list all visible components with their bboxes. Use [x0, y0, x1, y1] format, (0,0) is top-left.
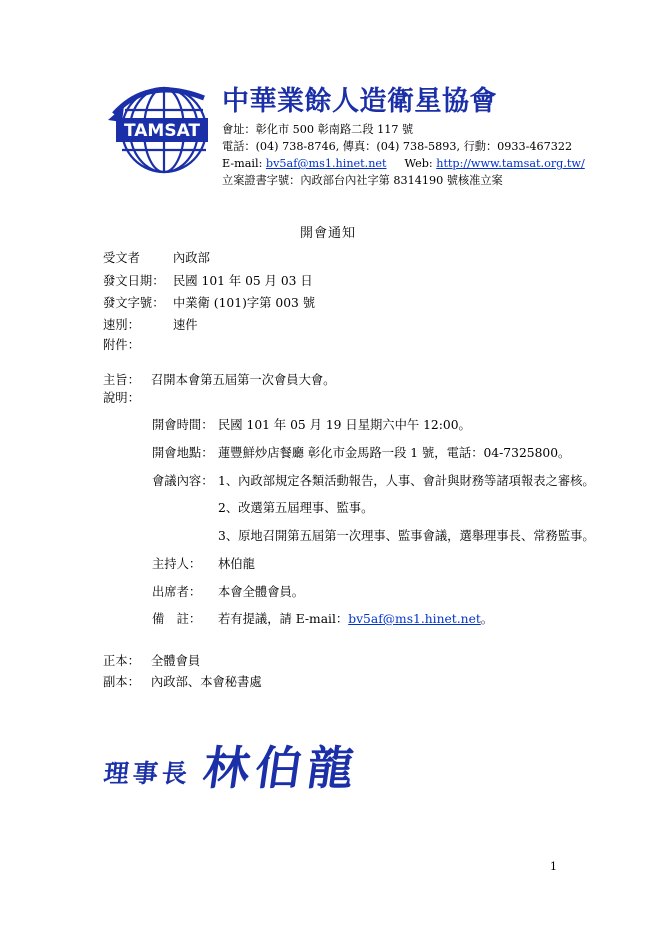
explain-row: [103, 389, 140, 407]
page-number: 1: [550, 860, 557, 873]
date-row: [103, 272, 313, 290]
host-row: [152, 555, 255, 573]
place-row: [152, 444, 570, 462]
agenda-item: 3、原地召開第五屆第一次理事、監事會議，選舉理事長、常務監事。: [218, 529, 595, 543]
copy-label: 副本：: [103, 675, 140, 689]
note-row: [152, 610, 493, 628]
email-link[interactable]: bv5af@ms1.hinet.net: [265, 157, 387, 170]
docno-value: 中業衛 (101)字第 003 號: [173, 296, 316, 310]
note-email-link[interactable]: bv5af@ms1.hinet.net: [348, 612, 481, 626]
attendees-value: 本會全體會員。: [218, 585, 305, 599]
agenda-label: 會議內容：: [152, 474, 214, 488]
note-label: 備 註：: [152, 612, 202, 626]
original-value: 全體會員: [151, 654, 201, 668]
agenda-item: 2、改選第五屆理事、監事。: [218, 501, 374, 515]
recipient-label: 受文者: [103, 251, 140, 265]
host-label: 主持人：: [152, 557, 202, 571]
web-label: Web:: [404, 157, 437, 170]
subject-row: [103, 371, 335, 389]
recipient-row: [103, 249, 210, 267]
contact-line: [222, 155, 585, 172]
address: 會址：彰化市 500 彰南路二段 117 號: [222, 123, 414, 136]
time-value: 民國 101 年 05 月 19 日星期六中午 12:00。: [218, 418, 471, 432]
attendees-label: 出席者：: [152, 585, 202, 599]
attendees-row: [152, 583, 304, 601]
original-label: 正本：: [103, 654, 140, 668]
time-row: [152, 416, 471, 434]
place-value: 蓮豐鮮炒店餐廳 彰化市金馬路一段 1 號，電話：04-7325800。: [218, 446, 571, 460]
explain-label: 說明：: [103, 391, 140, 405]
speed-value: 速件: [173, 318, 198, 332]
subject-value: 召開本會第五屆第一次會員大會。: [151, 373, 336, 387]
time-label: 開會時間：: [152, 418, 214, 432]
docno-row: [103, 294, 315, 312]
subject-label: 主旨：: [103, 373, 140, 387]
copy-row: [103, 673, 262, 691]
host-value: 林伯龍: [218, 557, 255, 571]
web-link[interactable]: http://www.tamsat.org.tw/: [436, 157, 585, 170]
date-value: 民國 101 年 05 月 03 日: [173, 274, 313, 288]
agenda-item: 1、內政部規定各類活動報告，人事、會計與財務等諸項報表之審核。: [218, 474, 595, 488]
agenda-row: [152, 472, 595, 490]
tamsat-logo: [108, 80, 216, 180]
signature-title: 理事長: [102, 759, 193, 788]
copy-value: 內政部、本會秘書處: [151, 675, 262, 689]
doc-title: 開會通知: [299, 226, 356, 241]
recipient-value: 內政部: [173, 251, 210, 265]
place-label: 開會地點：: [152, 446, 214, 460]
docno-label: 發文字號：: [103, 296, 165, 310]
org-name: 中華業餘人造衛星協會: [222, 86, 497, 117]
email-label: E-mail:: [222, 157, 266, 170]
signature-name: 林伯龍: [199, 741, 364, 795]
registration: 立案證書字號：內政部台內社字第 8314190 號核准立案: [222, 174, 503, 187]
attach-label: 附件：: [103, 338, 140, 352]
speed-label: 速別：: [103, 318, 140, 332]
speed-row: [103, 316, 198, 334]
note-suffix: 。: [480, 612, 494, 626]
date-label: 發文日期：: [103, 274, 165, 288]
original-row: [103, 652, 200, 670]
note-prefix: 若有提議，請 E-mail：: [218, 612, 349, 626]
phone-line: 電話：(04) 738-8746, 傳真：(04) 738-5893, 行動：0933-467322: [222, 140, 573, 153]
attach-row: [103, 336, 140, 354]
logo-text: TAMSAT: [123, 121, 201, 141]
